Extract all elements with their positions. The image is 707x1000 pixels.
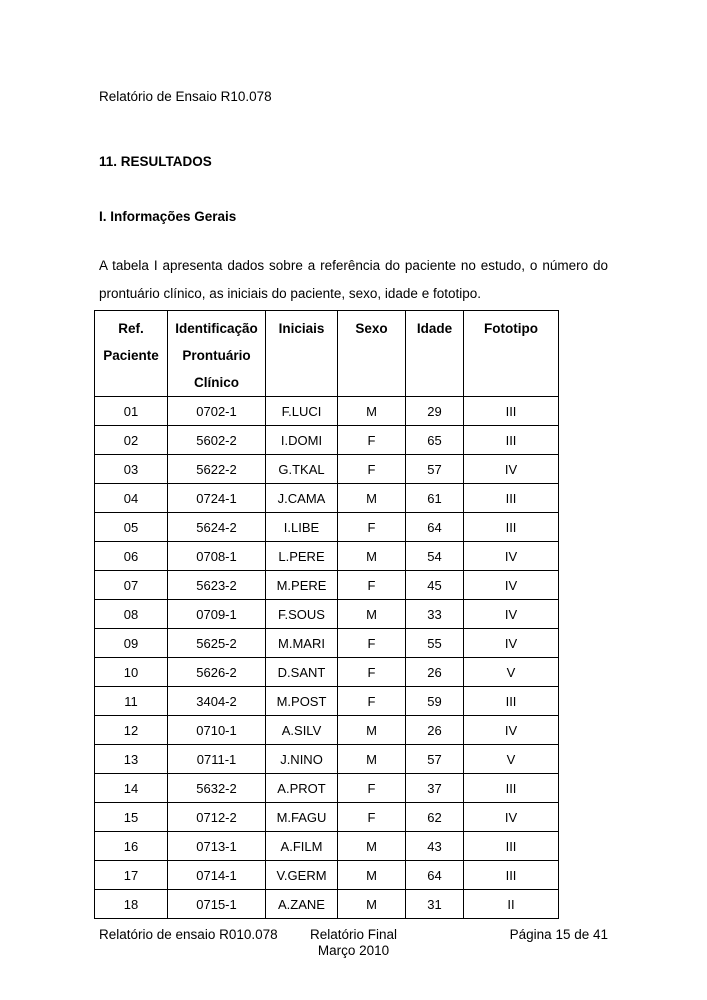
table-cell: 5622-2 (168, 455, 266, 484)
patients-table (94, 310, 559, 919)
table-row (95, 832, 559, 861)
table-cell: III (464, 484, 559, 513)
table-cell: 0702-1 (168, 397, 266, 426)
table-cell: 64 (406, 861, 464, 890)
table-cell: III (464, 426, 559, 455)
table-cell: M (338, 745, 406, 774)
table-cell: III (464, 397, 559, 426)
table-cell: F (338, 803, 406, 832)
table-cell: 61 (406, 484, 464, 513)
table-cell: J.CAMA (266, 484, 338, 513)
table-cell: IV (464, 542, 559, 571)
table-cell: 26 (406, 658, 464, 687)
table-cell: IV (464, 803, 559, 832)
table-cell: F (338, 571, 406, 600)
column-header-iniciais: Iniciais (266, 311, 338, 397)
table-row (95, 774, 559, 803)
table-cell: F (338, 455, 406, 484)
table-header-row (95, 311, 559, 397)
table-cell: M (338, 600, 406, 629)
table-cell: V (464, 658, 559, 687)
table-cell: 0715-1 (168, 890, 266, 919)
table-cell: 62 (406, 803, 464, 832)
table-cell: M (338, 716, 406, 745)
table-cell: 11 (95, 687, 168, 716)
table-cell: F (338, 687, 406, 716)
table-row (95, 687, 559, 716)
table-cell: 3404-2 (168, 687, 266, 716)
table-cell: 04 (95, 484, 168, 513)
table-cell: M.FAGU (266, 803, 338, 832)
table-row (95, 890, 559, 919)
table-cell: 59 (406, 687, 464, 716)
table-cell: J.NINO (266, 745, 338, 774)
table-cell: M (338, 890, 406, 919)
table-cell: G.TKAL (266, 455, 338, 484)
table-cell: IV (464, 455, 559, 484)
table-cell: D.SANT (266, 658, 338, 687)
table-cell: 06 (95, 542, 168, 571)
column-header-identificacao-prontuario-clinico: Identificação Prontuário Clínico (168, 311, 266, 397)
table-row (95, 571, 559, 600)
table-cell: 15 (95, 803, 168, 832)
table-row (95, 426, 559, 455)
intro-paragraph: A tabela I apresenta dados sobre a referência do paciente no estudo, o número do prontuário clínico, as iniciais do paciente, sexo, idade e fototipo. (99, 258, 608, 301)
table-cell: 33 (406, 600, 464, 629)
table-cell: 03 (95, 455, 168, 484)
table-cell: I.DOMI (266, 426, 338, 455)
column-header-fototipo: Fototipo (464, 311, 559, 397)
table-cell: 45 (406, 571, 464, 600)
table-cell: II (464, 890, 559, 919)
table-row (95, 455, 559, 484)
table-cell: F (338, 513, 406, 542)
table-cell: M (338, 542, 406, 571)
table-cell: IV (464, 629, 559, 658)
table-cell: F (338, 629, 406, 658)
table-cell: 57 (406, 745, 464, 774)
table-cell: III (464, 513, 559, 542)
table-cell: F.LUCI (266, 397, 338, 426)
column-header-ref-paciente: Ref. Paciente (95, 311, 168, 397)
table-cell: M (338, 861, 406, 890)
table-cell: 5602-2 (168, 426, 266, 455)
table-cell: 0709-1 (168, 600, 266, 629)
table-cell: F (338, 658, 406, 687)
table-row (95, 397, 559, 426)
table-row (95, 629, 559, 658)
table-cell: 5623-2 (168, 571, 266, 600)
table-cell: III (464, 832, 559, 861)
table-row (95, 484, 559, 513)
footer-date: Março 2010 (317, 942, 390, 958)
table-cell: 14 (95, 774, 168, 803)
table-cell: IV (464, 600, 559, 629)
table-cell: III (464, 774, 559, 803)
table-cell: 5624-2 (168, 513, 266, 542)
section-title: 11. RESULTADOS (99, 154, 212, 169)
table-row (95, 745, 559, 774)
table-cell: M (338, 832, 406, 861)
table-cell: 54 (406, 542, 464, 571)
table-cell: 09 (95, 629, 168, 658)
table-cell: 18 (95, 890, 168, 919)
footer-report-ref: Relatório de ensaio R010.078 (99, 927, 278, 942)
table-cell: 16 (95, 832, 168, 861)
table-cell: IV (464, 571, 559, 600)
table-cell: A.FILM (266, 832, 338, 861)
running-header: Relatório de Ensaio R10.078 (99, 89, 272, 104)
table-cell: 12 (95, 716, 168, 745)
table-row (95, 600, 559, 629)
table-cell: M.PERE (266, 571, 338, 600)
table-cell: 43 (406, 832, 464, 861)
table-row (95, 658, 559, 687)
table-cell: 13 (95, 745, 168, 774)
table-cell: V.GERM (266, 861, 338, 890)
table-cell: M.POST (266, 687, 338, 716)
table-row (95, 716, 559, 745)
page-footer (99, 927, 608, 958)
table-cell: A.ZANE (266, 890, 338, 919)
table-cell: 10 (95, 658, 168, 687)
table-cell: 65 (406, 426, 464, 455)
table-cell: III (464, 687, 559, 716)
table-cell: 07 (95, 571, 168, 600)
table-cell: 0711-1 (168, 745, 266, 774)
table-cell: M (338, 397, 406, 426)
table-cell: L.PERE (266, 542, 338, 571)
table-cell: F (338, 426, 406, 455)
table-cell: 0724-1 (168, 484, 266, 513)
column-header-idade: Idade (406, 311, 464, 397)
table-cell: F (338, 774, 406, 803)
table-cell: 0710-1 (168, 716, 266, 745)
table-cell: 57 (406, 455, 464, 484)
table-cell: A.SILV (266, 716, 338, 745)
table-row (95, 861, 559, 890)
table-row (95, 803, 559, 832)
table-cell: 31 (406, 890, 464, 919)
table-cell: 55 (406, 629, 464, 658)
table-cell: M.MARI (266, 629, 338, 658)
footer-report-status: Relatório Final (309, 927, 398, 942)
footer-page-number: Página 15 de 41 (509, 927, 608, 942)
table-cell: 5632-2 (168, 774, 266, 803)
table-cell: 01 (95, 397, 168, 426)
table-cell: 37 (406, 774, 464, 803)
table-cell: V (464, 745, 559, 774)
table-cell: F.SOUS (266, 600, 338, 629)
table-cell: 0708-1 (168, 542, 266, 571)
column-header-sexo: Sexo (338, 311, 406, 397)
table-cell: 5625-2 (168, 629, 266, 658)
table-row (95, 542, 559, 571)
table-cell: 0714-1 (168, 861, 266, 890)
table-cell: IV (464, 716, 559, 745)
table-cell: 26 (406, 716, 464, 745)
table-cell: 29 (406, 397, 464, 426)
table-cell: 0713-1 (168, 832, 266, 861)
subsection-title: I. Informações Gerais (99, 209, 237, 224)
table-cell: 17 (95, 861, 168, 890)
table-cell: 64 (406, 513, 464, 542)
table-cell: A.PROT (266, 774, 338, 803)
table-cell: 05 (95, 513, 168, 542)
table-cell: 02 (95, 426, 168, 455)
table-cell: M (338, 484, 406, 513)
table-cell: III (464, 861, 559, 890)
table-cell: 08 (95, 600, 168, 629)
table-cell: 5626-2 (168, 658, 266, 687)
table-cell: I.LIBE (266, 513, 338, 542)
table-row (95, 513, 559, 542)
table-cell: 0712-2 (168, 803, 266, 832)
